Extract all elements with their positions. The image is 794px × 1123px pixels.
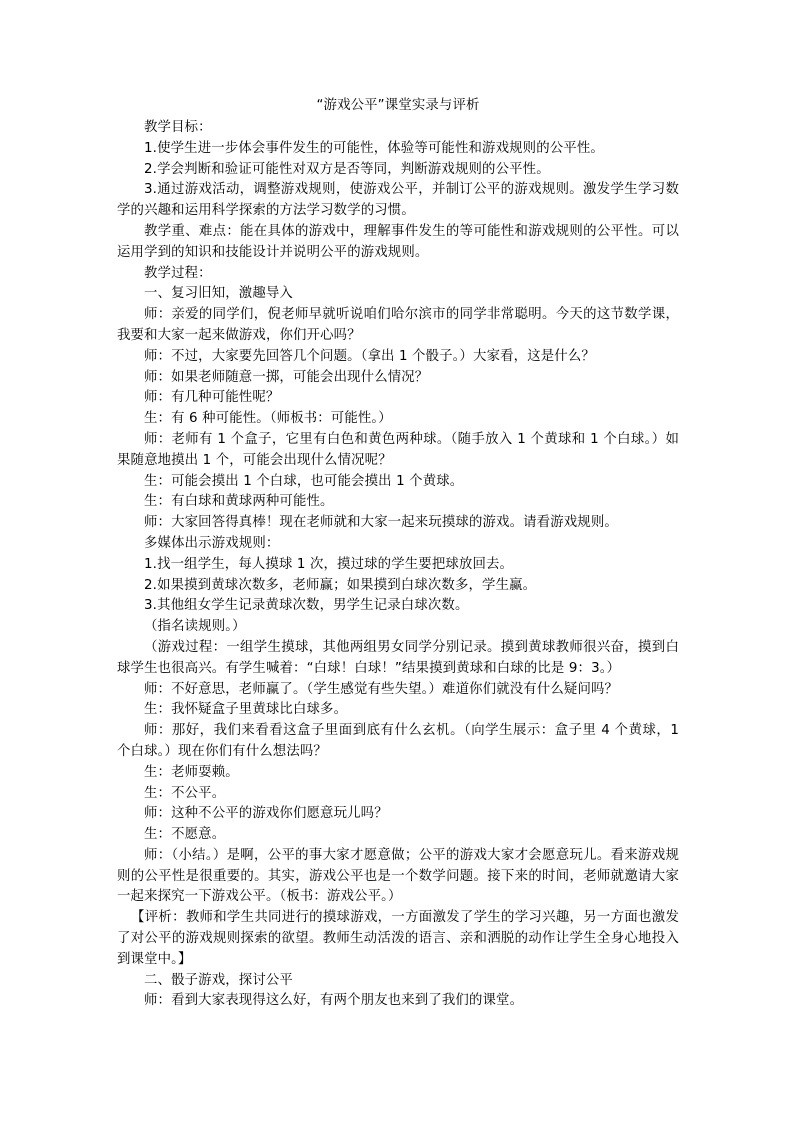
paragraph-objective-2: 2.学会判断和验证可能性对双方是否等同，判断游戏规则的公平性。 [144,161,550,177]
paragraph-dialogue: 生：我怀疑盒子里黄球比白球多。 [144,702,348,718]
paragraph-dialogue: 生：可能会摸出 1 个白球，也可能会摸出 1 个黄球。 [144,473,464,489]
paragraph-review: 【评析：教师和学生共同进行的摸球游戏，一方面激发了学生的学习兴趣，另一方面也激发了对公平的游戏规则探索的欲望。教师生动活泼的语言、亲和洒脱的动作让学生全身心地投入到课堂中。】 [117,910,679,967]
paragraph-dialogue: 师：不好意思，老师赢了。（学生感觉有些失望。）难道你们就没有什么疑问吗？ [144,681,619,697]
paragraph-objectives-heading: 教学目标： [144,120,212,135]
paragraph-note: （游戏过程：一组学生摸球，其他两组男女同学分别记录。摸到黄球教师很兴奋，摸到白球学生也很高兴。有学生喊着：“白球！白球！”结果摸到黄球和白球的比是 9：3。） [117,639,679,676]
paragraph-dialogue: 师：那好，我们来看看这盒子里面到底有什么玄机。（向学生展示：盒子里 4 个黄球，1 个白球。）现在你们有什么想法吗？ [117,723,679,759]
paragraph-dialogue: 生：不公平。 [144,785,226,801]
paragraph-rule-2: 2.如果摸到黄球次数多，老师赢；如果摸到白球次数多，学生赢。 [144,577,537,593]
paragraph-dialogue: 生：有白球和黄球两种可能性。 [144,494,334,510]
document-title: “游戏公平”课堂实录与评析 [316,98,480,113]
paragraph-dialogue: 生：老师耍赖。 [144,764,239,780]
paragraph-dialogue: 生：有 6 种可能性。（师板书：可能性。） [144,411,392,427]
paragraph-dialogue: 生：不愿意。 [144,827,226,843]
document-body [117,118,679,1012]
paragraph-dialogue: 师：有几种可能性呢？ [144,390,280,406]
paragraph-dialogue: 师：大家回答得真棒！现在老师就和大家一起来玩摸球的游戏。请看游戏规则。 [144,515,618,531]
paragraph-rules-heading: 多媒体出示游戏规则： [144,535,280,551]
document-page [117,96,679,1012]
paragraph-dialogue: 师：看到大家表现得这么好，有两个朋友也来到了我们的课堂。 [144,993,524,1009]
paragraph-rule-3: 3.其他组女学生记录黄球次数，男学生记录白球次数。 [144,598,469,614]
paragraph-summary: 师：（小结。）是啊，公平的事大家才愿意做；公平的游戏大家才会愿意玩儿。看来游戏规则的公平性是很重要的。其实，游戏公平也是一个数学问题。接下来的时间，老师就邀请大家一起来探究一下游戏公平。（板书：游戏公平。） [117,847,679,905]
paragraph-rule-1: 1.找一组学生，每人摸球 1 次，摸过球的学生要把球放回去。 [144,556,514,572]
paragraph-note: （指名读规则。） [144,619,246,635]
paragraph-objective-3: 3.通过游戏活动，调整游戏规则，使游戏公平，并制订公平的游戏规则。激发学生学习数学的兴趣和运用科学探索的方法学习数学的习惯。 [117,182,679,219]
paragraph-dialogue: 师：老师有 1 个盒子，它里有白色和黄色两种球。（随手放入 1 个黄球和 1 个白球。）如果随意地摸出 1 个，可能会出现什么情况呢？ [117,431,679,468]
paragraph-dialogue: 师：如果老师随意一掷，可能会出现什么情况？ [144,369,429,385]
section-heading-2: 二、骰子游戏，探讨公平 [144,972,293,988]
paragraph-objective-1: 1.使学生进一步体会事件发生的可能性，体验等可能性和游戏规则的公平性。 [144,140,604,156]
section-heading-1: 一、复习旧知，激趣导入 [144,286,293,302]
paragraph-dialogue: 师：亲爱的同学们，倪老师早就听说咱们哈尔滨市的同学非常聪明。今天的这节数学课，我要和大家一起来做游戏，你们开心吗？ [117,307,679,343]
paragraph-dialogue: 师：这种不公平的游戏你们愿意玩儿吗？ [144,806,388,822]
paragraph-process-heading: 教学过程： [144,265,212,281]
paragraph-dialogue: 师：不过，大家要先回答几个问题。（拿出 1 个骰子。）大家看，这是什么？ [144,348,595,364]
paragraph-key-points: 教学重、难点：能在具体的游戏中，理解事件发生的等可能性和游戏规则的公平性。可以运用学到的知识和技能设计并说明公平的游戏规则。 [117,223,679,260]
